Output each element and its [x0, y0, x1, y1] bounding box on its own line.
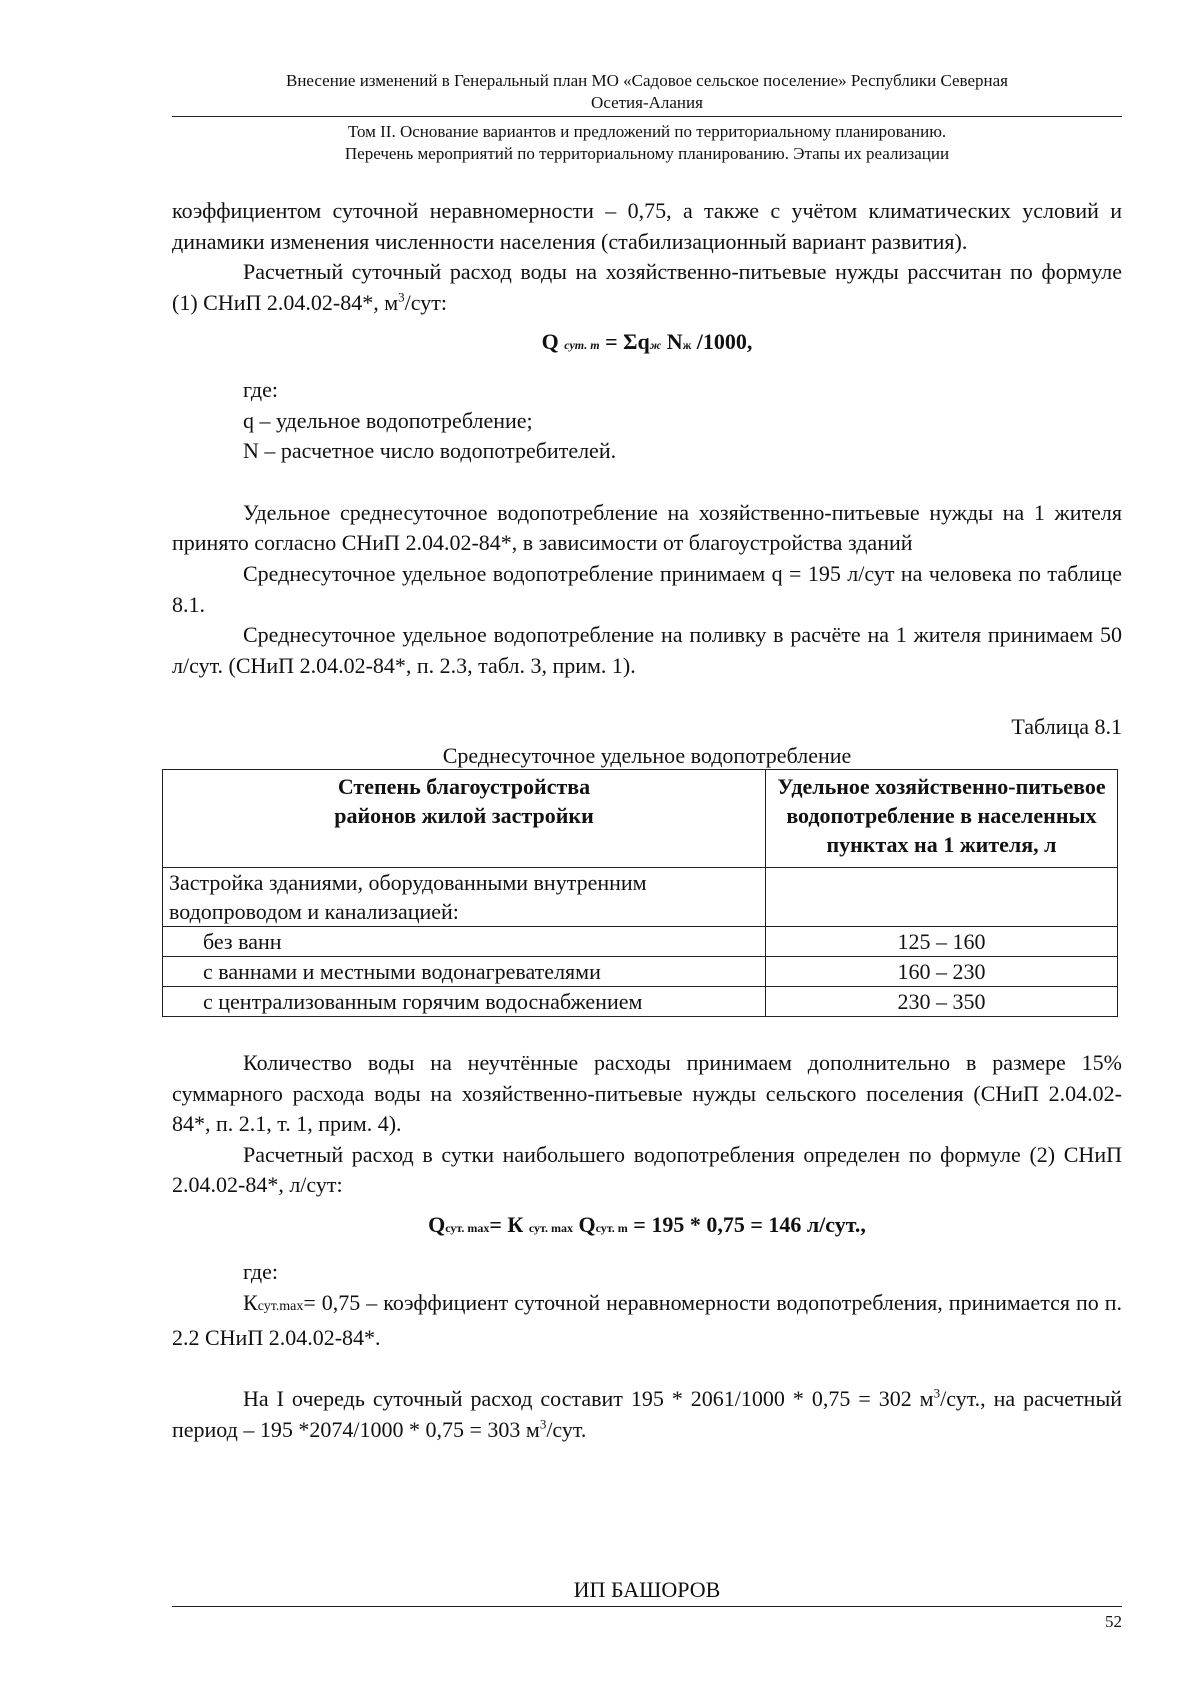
page-number: 52 [1105, 1612, 1122, 1631]
header-title-line2: Осетия-Алания [591, 93, 703, 112]
header-title-line1: Внесение изменений в Генеральный план МО «Садовое сельское поселение» Республики Северная [286, 71, 1008, 90]
table-cell-value: 125 – 160 [766, 926, 1118, 956]
paragraph-specific-consumption: Удельное среднесуточное водопотребление на хозяйственно-питьевые нужды на 1 жителя принято согласно СНиП 2.04.02-84*, в зависимости от благоустройства зданий [172, 499, 1122, 556]
paragraph-irrigation: Среднесуточное удельное водопотребление на поливку в расчёте на 1 жителя принимаем 50 л/сут. (СНиП 2.04.02-84*, п. 2.3, табл. 3, прим. 1). [172, 622, 1122, 678]
table-header-col1: Степень благоустройства районов жилой застройки [163, 769, 766, 867]
table-cell-value: 160 – 230 [766, 956, 1118, 986]
footer-divider [172, 1606, 1122, 1607]
paragraph-daily-flow: Расчетный суточный расход воды на хозяйственно-питьевые нужды рассчитан по формуле (1) СНиП 2.04.02-84*, $м^3$/сут: [172, 259, 1122, 315]
table-empty-cell [766, 867, 1118, 926]
paragraph-unaccounted: Количество воды на неучтённые расходы принимаем дополнительно в размере 15% суммарного расхода воды на хозяйственно-питьевые нужды сельского поселения (СНиП 2.04.02-84*, п. 2.1, т. 1, прим. 4). [172, 1049, 1122, 1137]
table-row [163, 926, 1118, 956]
definition-n: N – расчетное число водопотребителей. [243, 438, 617, 464]
header-divider [172, 116, 1122, 117]
table-row [163, 986, 1118, 1016]
formula-daily-flow: Q сут. т = Σqж Nж /1000, [541, 329, 753, 355]
table-cell-label: с централизованным горячим водоснабжением [163, 986, 766, 1016]
consumption-table [162, 769, 1118, 1017]
paragraph-stage-totals: На I очередь суточный расход составит 195 * 2061/1000 * 0,75 = 302 $м^3$/сут., на расчетный период – 195 *2074/1000 * 0,75 = 303 $м^3$/сут. [172, 1385, 1122, 1442]
paragraph-k-definition: Ксут.max= 0,75 – коэффициент суточной неравномерности водопотребления, принимается по п. 2.2 СНиП 2.04.02-84*. [172, 1290, 1122, 1350]
table-header-col2: Удельное хозяйственно-питьевое водопотребление в населенных пунктах на 1 жителя, л [766, 769, 1118, 867]
paragraph-coefficient: коэффициентом суточной неравномерности – 0,75, а также с учётом климатических условий и динамики изменения численности населения (стабилизационный вариант развития). [172, 198, 1122, 254]
running-header [172, 70, 1122, 165]
header-subtitle-line1: Том II. Основание вариантов и предложений по территориальному планированию. [347, 122, 947, 141]
formula-max-day: Qсут. max= К сут. max Qсут. m = 195 * 0,75 = 146 л/сут., [428, 1211, 866, 1237]
footer-company: ИП БАШОРОВ [573, 1577, 721, 1602]
table-cell-label: с ваннами и местными водонагревателями [163, 956, 766, 986]
table-group-cell: Застройка зданиями, оборудованными внутренним водопроводом и канализацией: [163, 867, 766, 926]
where-label: где: [243, 1259, 278, 1285]
table-label: Таблица 8.1 [1011, 714, 1122, 740]
document-body [169, 196, 1122, 1445]
table-row [163, 867, 1118, 926]
table-row [163, 956, 1118, 986]
definition-q: q – удельное водопотребление; [243, 407, 533, 433]
table-cell-label: без ванн [163, 926, 766, 956]
running-footer [172, 1576, 1122, 1607]
table-title: Среднесуточное удельное водопотребление [442, 742, 852, 768]
header-subtitle-line2: Перечень мероприятий по территориальному планированию. Этапы их реализации [344, 144, 950, 163]
table-header-row [163, 769, 1118, 867]
paragraph-q-value: Среднесуточное удельное водопотребление принимаем q = 195 л/сут на человека по таблице 8.1. [172, 560, 1122, 617]
where-label: где: [243, 376, 278, 402]
paragraph-max-day: Расчетный расход в сутки наибольшего водопотребления определен по формуле (2) СНиП 2.04.02-84*, л/сут: [172, 1141, 1122, 1198]
table-cell-value: 230 – 350 [766, 986, 1118, 1016]
